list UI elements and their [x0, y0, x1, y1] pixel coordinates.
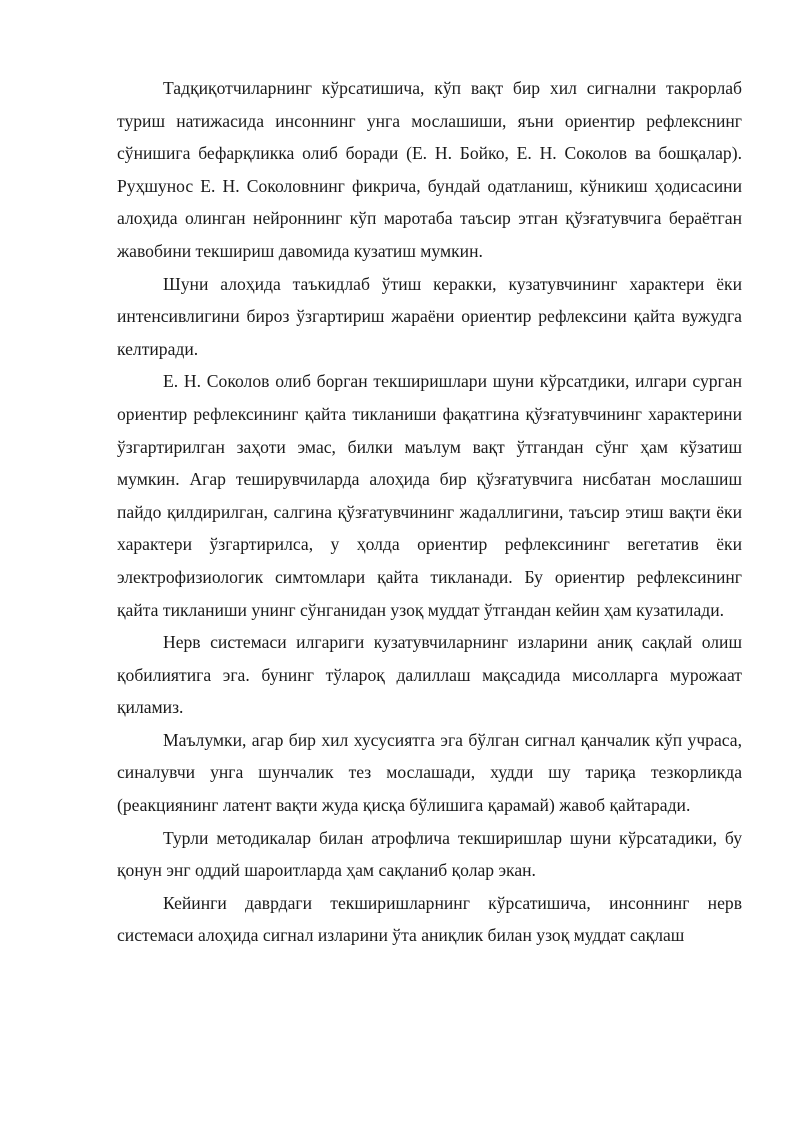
paragraph-5: Маълумки, агар бир хил хусусиятга эга бўлган сигнал қанчалик кўп учраса, синалувчи унга шунчалик тез мослашади, худди шу тариқа тезкорликда (реакциянинг латент вақти жуда қисқа бўлишига қарамай) жавоб қайтаради. — [117, 729, 742, 816]
paragraph-4: Нерв системаси илгариги кузатувчиларнинг изларини аниқ сақлай олиш қобилиятига эга. бунинг тўлароқ далиллаш мақсадида мисолларга мурожаат қиламиз. — [117, 632, 742, 718]
body-text — [117, 72, 742, 952]
paragraph-3: Е. Н. Соколов олиб борган текширишлари шуни кўрсатдики, илгари сурган ориентир рефлексининг қайта тикланиши фақатгина қўзғатувчининг характерини ўзгартирилган заҳоти эмас, билки маълум вақт ўтгандан сўнг ҳам кўзатиш мумкин. Агар теширувчиларда алоҳида бир қўзғатувчига нисбатан мослашиш пайдо қилдирилган, салгина қўзғатувчининг жадаллигини, таъсир этиш вақти ёки характери ўзгартирилса, у ҳолда ориентир рефлексининг вегетатив ёки электрофизиологик симтомлари қайта тикланади. Бу ориентир рефлексининг қайта тикланиши унинг сўнганидан узоқ муддат ўтгандан кейин ҳам кузатилади. — [117, 371, 742, 620]
paragraph-2: Шуни алоҳида таъкидлаб ўтиш керакки, кузатувчининг характери ёки интенсивлигини бироз ўзгартириш жараёни ориентир рефлексини қайта вужудга келтиради. — [117, 273, 742, 359]
paragraph-7: Кейинги даврдаги текширишларнинг кўрсатишича, инсоннинг нерв системаси алоҳида сигнал изларини ўта аниқлик билан узоқ муддат сақлаш — [117, 892, 742, 946]
paragraph-1: Тадқиқотчиларнинг кўрсатишича, кўп вақт бир хил сигнални такрорлаб туриш натижасида инсоннинг унга мослашиши, яъни ориентир рефлекснинг сўнишига бефарқликка олиб боради (Е. Н. Бойко, Е. Н. Соколов ва бошқалар). Руҳшунос Е. Н. Соколовнинг фикрича, бундай одатланиш, кўникиш ҳодисасини алоҳида олинган нейроннинг кўп маротаба таъсир этган қўзғатувчига бераётган жавобини текшириш давомида кузатиш мумкин. — [117, 78, 742, 261]
paragraph-6: Турли методикалар билан атрофлича текширишлар шуни кўрсатадики, бу қонун энг оддий шароитларда ҳам сақланиб қолар экан. — [117, 827, 742, 881]
